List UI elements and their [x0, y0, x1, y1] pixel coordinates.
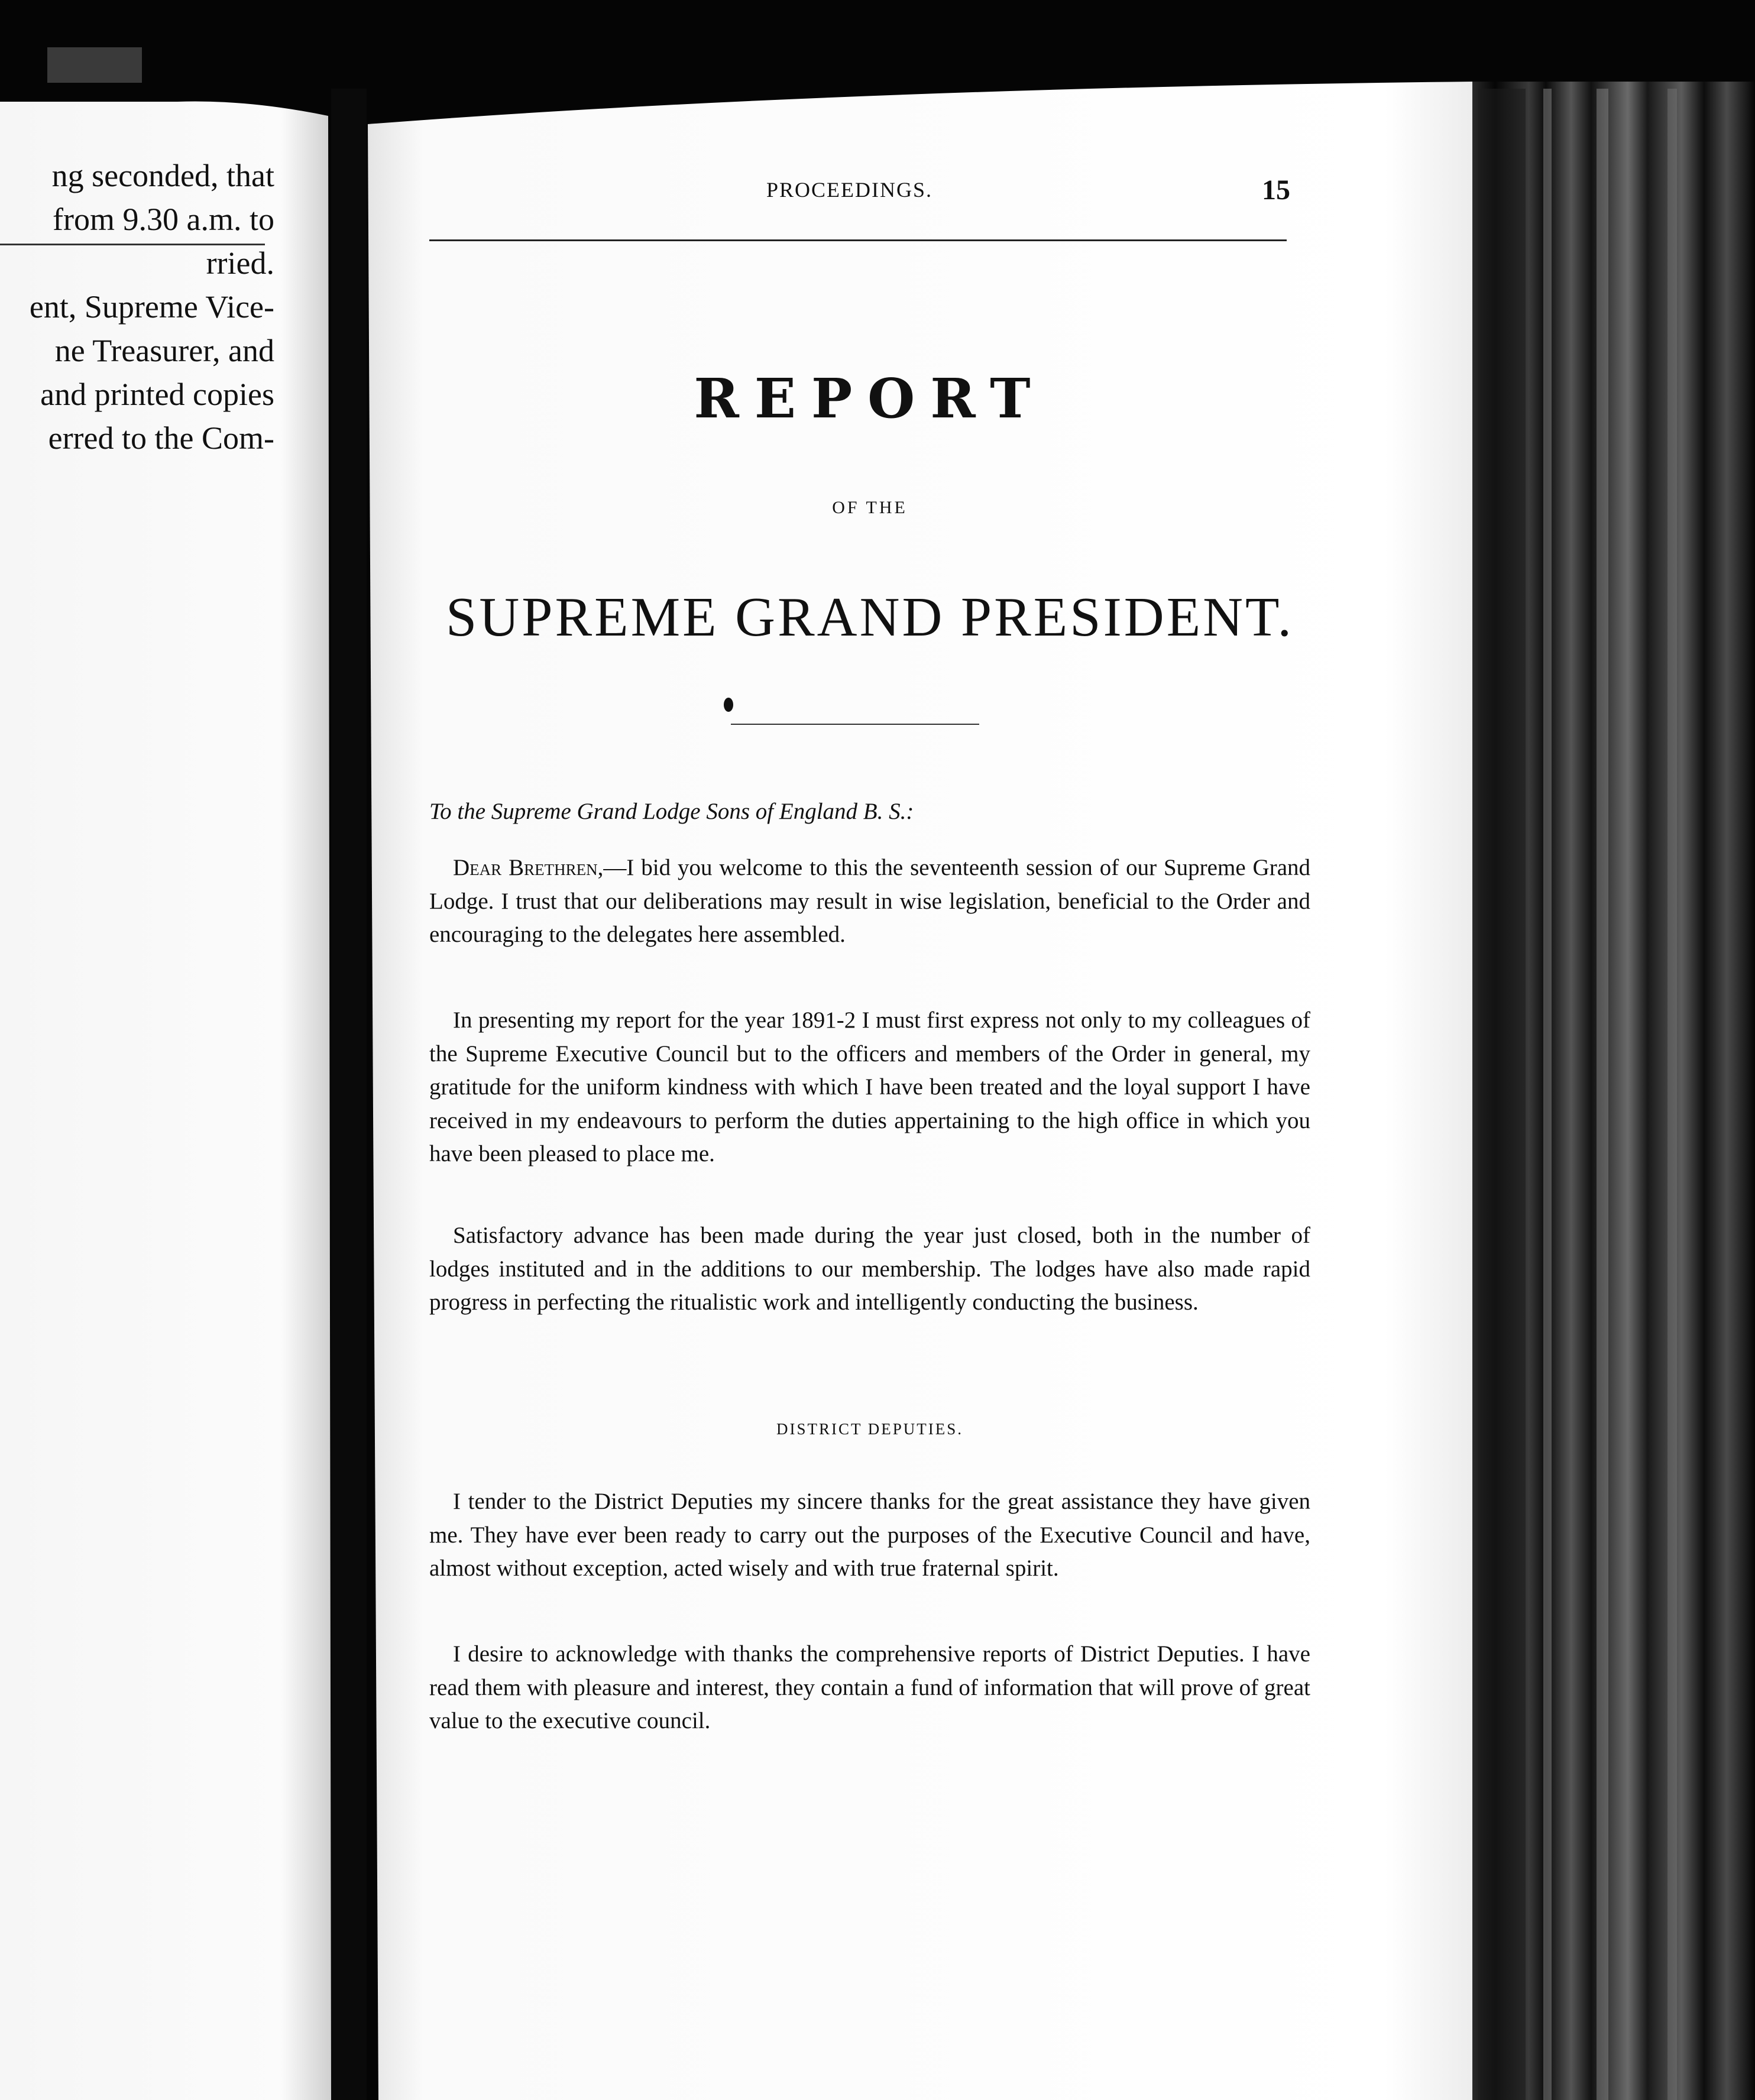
report-title: REPORT: [694, 367, 1046, 430]
left-page-rule: [0, 244, 265, 245]
title-rule: [731, 724, 979, 725]
left-page-line: erred to the Com-: [48, 420, 274, 456]
left-page-line: ng seconded, that: [51, 158, 274, 193]
paragraph-2: [429, 1004, 1310, 1171]
salutation: To the Supreme Grand Lodge Sons of England B. S.:: [429, 799, 914, 824]
left-page-line: ent, Supreme Vice-: [29, 289, 274, 325]
paragraph-4-text: I tender to the District Deputies my sincere thanks for the great assistance they have given me. They have ever been ready to carry out the purposes of the Executive Council and have, almost without exception, acted wisely and with true fraternal spirit.: [429, 1489, 1310, 1581]
paragraph-3: [429, 1219, 1310, 1320]
paragraph-3-text: Satisfactory advance has been made during the year just closed, both in the number of lodges instituted and in the additions to our membership. The lodges have also made rapid progress in perfecting the ritualistic work and intelligently conducting the business.: [429, 1223, 1310, 1315]
left-page-line: ne Treasurer, and: [54, 333, 274, 368]
paragraph-1: [429, 851, 1310, 952]
left-page-line: and printed copies: [40, 377, 274, 412]
running-head-title: PROCEEDINGS.: [766, 178, 933, 202]
section-heading: DISTRICT DEPUTIES.: [776, 1420, 963, 1438]
main-title: SUPREME GRAND PRESIDENT.: [446, 586, 1294, 648]
page-number: 15: [1262, 174, 1290, 206]
paragraph-4: [429, 1485, 1310, 1586]
ink-dot: [724, 698, 733, 712]
of-the-line: OF THE: [832, 498, 908, 517]
paragraph-1-text: —I bid you welcome to this the seventeenth session of our Supreme Grand Lodge. I trust that our deliberations may result in wise legislation, beneficial to the Order and encouraging to the delegates here assembled.: [429, 855, 1310, 947]
paragraph-5: [429, 1638, 1310, 1738]
left-page-line: from 9.30 a.m. to: [53, 202, 274, 237]
paragraph-2-text: In presenting my report for the year 1891-2 I must first express not only to my colleagues of the Supreme Executive Council but to the officers and members of the Order in general, my gratitude for the uniform kindness with which I have been treated and the loyal support I have received in my endeavours to perform the duties appertaining to the high office in which you have been pleased to place me.: [429, 1007, 1310, 1166]
right-page: [429, 0, 1310, 2100]
left-page-text: [0, 154, 278, 460]
header-rule: [429, 239, 1287, 241]
left-page-line: rried.: [206, 245, 274, 281]
dear-brethren: Dear Brethren,: [453, 855, 604, 880]
paragraph-5-text: I desire to acknowledge with thanks the comprehensive reports of District Deputies. I have read them with pleasure and interest, they contain a fund of information that will prove of great value to the executive council.: [429, 1641, 1310, 1733]
